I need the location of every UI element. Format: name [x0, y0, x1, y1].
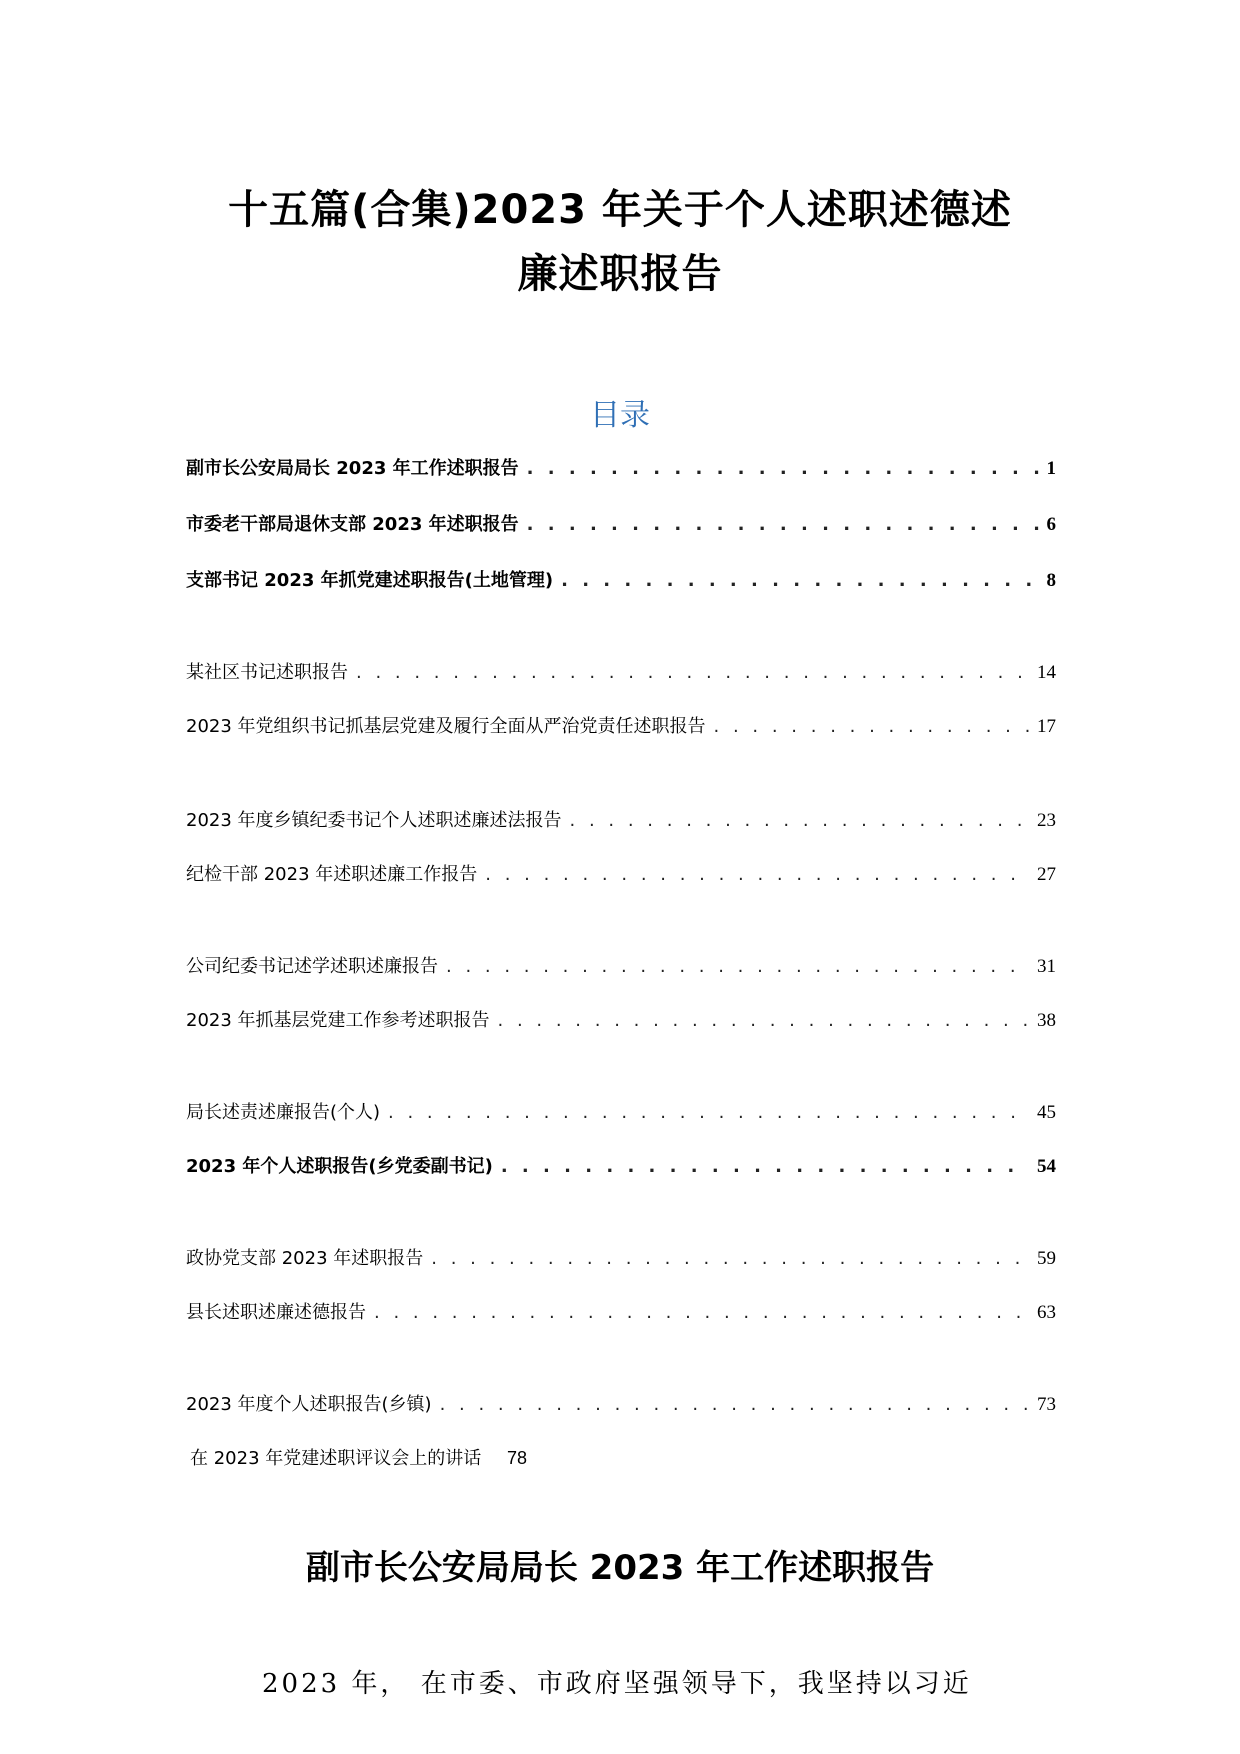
body-paragraph: 2023 年， 在市委、市政府坚强领导下，我坚持以习近 [262, 1669, 972, 1699]
toc-leader-dots [570, 810, 1029, 831]
toc-entry[interactable] [186, 1098, 1056, 1130]
toc-entry-page: 8 [1046, 570, 1056, 591]
document-title-line-2: 廉述职报告 [517, 251, 723, 297]
toc-entry-title[interactable]: 2023 年党组织书记抓基层党建及履行全面从严治党责任述职报告 [186, 716, 706, 737]
toc-entry-title[interactable]: 政协党支部 2023 年述职报告 [186, 1248, 424, 1269]
document-title [150, 178, 1090, 306]
toc-entry-page: 17 [1037, 716, 1056, 737]
toc-entry-title[interactable]: 市委老干部局退休支部 2023 年述职报告 [186, 514, 519, 535]
toc-entry-title[interactable]: 副市长公安局局长 2023 年工作述职报告 [186, 458, 519, 479]
toc-entry-page: 1 [1046, 458, 1056, 479]
toc-entry-title[interactable]: 支部书记 2023 年抓党建述职报告(土地管理) [186, 570, 554, 591]
toc-entry-page: 59 [1037, 1248, 1056, 1269]
section-title: 副市长公安局局长 2023 年工作述职报告 [305, 1548, 935, 1588]
toc-entry-page: 14 [1037, 662, 1056, 683]
toc-entry[interactable] [186, 1006, 1056, 1038]
toc-leader-dots [561, 570, 1038, 591]
toc-entry-title[interactable]: 2023 年抓基层党建工作参考述职报告 [186, 1010, 490, 1031]
toc-entry-title[interactable]: 某社区书记述职报告 [186, 662, 348, 683]
toc-entry[interactable] [186, 1244, 1056, 1276]
toc-entry-page: 63 [1037, 1302, 1056, 1323]
toc-entry-page: 31 [1037, 956, 1056, 977]
toc-entry[interactable] [186, 658, 1056, 690]
toc-leader-dots [388, 1102, 1029, 1123]
toc-leader-dots [440, 1394, 1029, 1415]
toc-entry-title[interactable]: 纪检干部 2023 年述职述廉工作报告 [186, 864, 478, 885]
toc-entry-page: 54 [1037, 1156, 1056, 1177]
toc-entry-title[interactable]: 在 2023 年党建述职评议会上的讲话 [190, 1448, 482, 1469]
toc-entry-title[interactable]: 2023 年度乡镇纪委书记个人述职述廉述法报告 [186, 810, 562, 831]
toc-leader-dots [527, 458, 1039, 479]
toc-entry[interactable] [186, 860, 1056, 892]
toc-leader-dots [498, 1010, 1029, 1031]
toc-leader-dots [431, 1248, 1029, 1269]
toc-entry-page: 23 [1037, 810, 1056, 831]
toc-entry-page: 6 [1046, 514, 1056, 535]
document-title-line-1: 十五篇(合集)2023 年关于个人述职述德述 [228, 187, 1012, 233]
toc-entry-title[interactable]: 公司纪委书记述学述职述廉报告 [186, 956, 438, 977]
toc-entry[interactable] [186, 712, 1056, 744]
toc-entry[interactable] [186, 952, 1056, 984]
toc-entry-page: 45 [1037, 1102, 1056, 1123]
toc-entry-page: 38 [1037, 1010, 1056, 1031]
toc-entry[interactable] [186, 1298, 1056, 1330]
toc-leader-dots [356, 662, 1029, 683]
toc-leader-dots [446, 956, 1029, 977]
toc-entry-title[interactable]: 局长述责述廉报告(个人) [186, 1102, 381, 1123]
toc-leader-dots [374, 1302, 1029, 1323]
toc-leader-dots [485, 864, 1029, 885]
toc-leader-dots [527, 514, 1039, 535]
toc-leader-dots [501, 1156, 1029, 1177]
toc-entry[interactable] [190, 1444, 1060, 1476]
toc-entry-page: 27 [1037, 864, 1056, 885]
toc-entry-title[interactable]: 2023 年个人述职报告(乡党委副书记) [186, 1156, 493, 1177]
toc-entry-page: 73 [1037, 1394, 1056, 1415]
toc-entry-title[interactable]: 2023 年度个人述职报告(乡镇) [186, 1394, 432, 1415]
toc-entry-page: 78 [507, 1448, 528, 1468]
toc-heading: 目录 [590, 398, 650, 433]
toc-entry[interactable] [186, 566, 1056, 598]
toc-entry[interactable] [186, 806, 1056, 838]
toc-leader-dots [714, 716, 1029, 737]
toc-entry[interactable] [186, 510, 1056, 542]
toc-entry[interactable] [186, 1390, 1056, 1422]
toc-entry[interactable] [186, 1152, 1056, 1184]
toc-entry[interactable] [186, 454, 1056, 486]
toc-entry-title[interactable]: 县长述职述廉述德报告 [186, 1302, 366, 1323]
